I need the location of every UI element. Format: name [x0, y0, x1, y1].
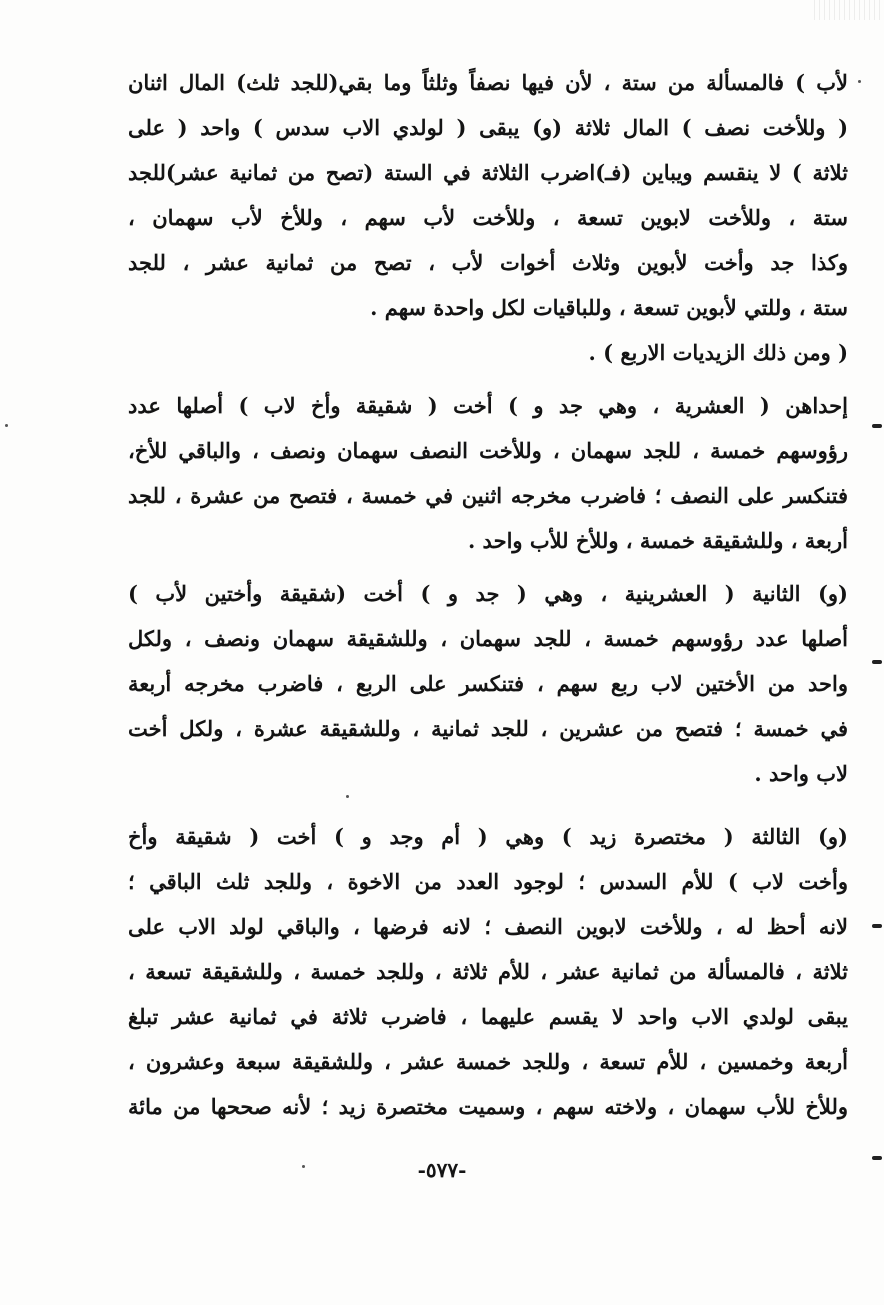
arabic-text-body — [128, 60, 848, 1129]
scan-speck — [302, 1165, 305, 1168]
text-line: إحداهن ( العشرية ، وهي جد و ) أخت ( شقيقة وأخ لاب ) أصلها عدد — [128, 393, 848, 418]
page-number: -٥٧٧- — [417, 1158, 467, 1182]
text-line: وأخت لاب ) للأم السدس ؛ لوجود العدد من الاخوة ، وللجد ثلث الباقي ؛ — [128, 869, 848, 894]
scan-noise — [814, 0, 884, 20]
scan-speck — [346, 795, 349, 798]
text-line: (و) الثانية ( العشرينية ، وهي ( جد و ) أخت (شقيقة وأختين لأب ) — [128, 581, 848, 606]
text-line: في خمسة ؛ فتصح من عشرين ، للجد ثمانية ، وللشقيقة عشرة ، ولكل أخت — [128, 716, 848, 741]
margin-mark — [872, 1156, 882, 1160]
text-line: أربعة وخمسين ، للأم تسعة ، وللجد خمسة عشر ، وللشقيقة سبعة وعشرون ، — [128, 1049, 848, 1074]
text-line: لأب ) فالمسألة من ستة ، لأن فيها نصفاً وثلثاً وما بقي(للجد ثلث) المال اثنان — [128, 70, 848, 95]
text-line: واحد من الأختين لاب ربع سهم ، فتنكسر على الربع ، فاضرب مخرجه أربعة — [128, 671, 848, 696]
scan-speck — [858, 80, 861, 83]
text-line: ثلاثة ، فالمسألة من ثمانية عشر ، للأم ثلاثة ، وللجد خمسة ، وللشقيقة تسعة ، — [128, 959, 848, 984]
text-line: يبقى لولدي الاب واحد لا يقسم عليهما ، فاضرب ثلاثة في ثمانية عشر تبلغ — [128, 1004, 848, 1029]
margin-mark — [872, 924, 882, 928]
text-line: ثلاثة ) لا ينقسم ويباين (فـ)اضرب الثلاثة في الستة (تصح من ثمانية عشر)للجد — [128, 160, 848, 185]
text-line: ستة ، وللأخت لابوين تسعة ، وللأخت لأب سهم ، وللأخ لأب سهمان ، — [128, 205, 848, 230]
text-line: وكذا جد وأخت لأبوين وثلاث أخوات لأب ، تصح من ثمانية عشر ، للجد — [128, 250, 848, 275]
margin-mark — [872, 660, 882, 664]
scan-speck — [5, 424, 8, 427]
text-line: أصلها عدد رؤوسهم خمسة ، للجد سهمان ، وللشقيقة سهمان ونصف ، ولكل — [128, 626, 848, 651]
text-line: (و) الثالثة ( مختصرة زيد ) وهي ( أم وجد و ) أخت ( شقيقة وأخ — [128, 824, 848, 849]
margin-mark — [872, 424, 882, 428]
section-heading: ( ومن ذلك الزيديات الاربع ) . — [588, 340, 848, 365]
text-line: لانه أحظ له ، وللأخت لابوين النصف ؛ لانه فرضها ، والباقي لولد الاب على — [128, 914, 848, 939]
text-line: فتنكسر على النصف ؛ فاضرب مخرجه اثنين في خمسة ، فتصح من عشرة ، للجد — [128, 483, 848, 508]
text-line: لاب واحد . — [754, 761, 848, 786]
text-line: ستة ، وللتي لأبوين تسعة ، وللباقيات لكل واحدة سهم . — [370, 295, 848, 320]
text-line: أربعة ، وللشقيقة خمسة ، وللأخ للأب واحد . — [467, 528, 848, 553]
text-line: ( وللأخت نصف ) المال ثلاثة (و) يبقى ( لولدي الاب سدس ) واحد ( على — [128, 115, 848, 140]
text-line: وللأخ للأب سهمان ، ولاخته سهم ، وسميت مختصرة زيد ؛ لأنه صححها من مائة — [128, 1094, 848, 1119]
text-line: رؤوسهم خمسة ، للجد سهمان ، وللأخت النصف سهمان ونصف ، والباقي للأخ، — [128, 438, 848, 463]
